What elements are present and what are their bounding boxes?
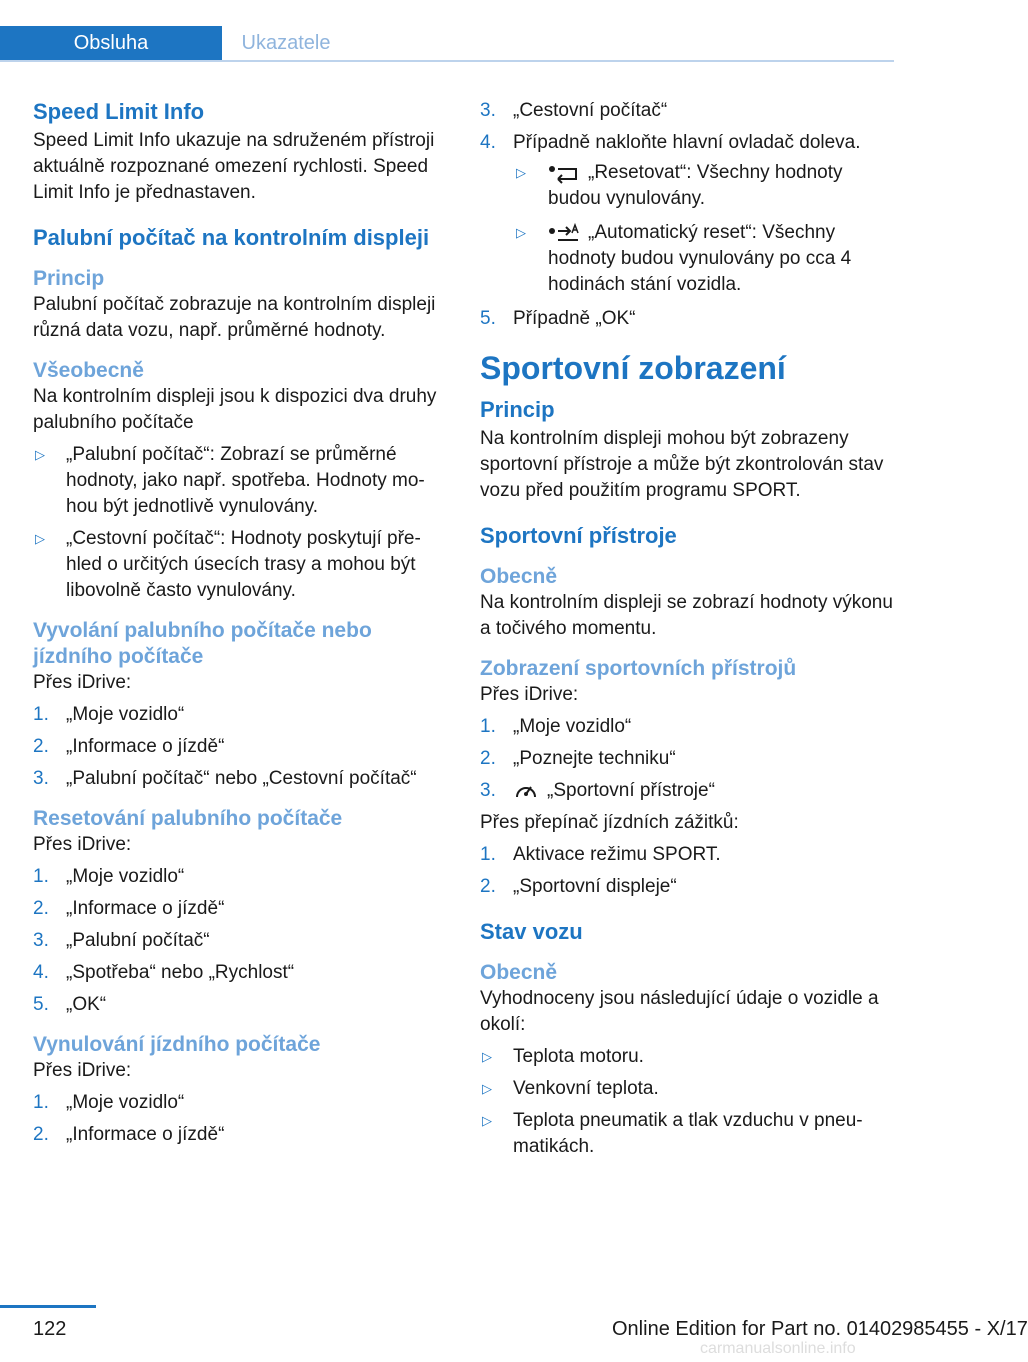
triangle-bullet-icon: ▷ bbox=[35, 531, 45, 546]
speed-limit-heading: Speed Limit Info bbox=[33, 99, 205, 124]
triangle-bullet-icon: ▷ bbox=[482, 1081, 492, 1096]
list-item: ▷ Venkovní teplota. bbox=[480, 1076, 898, 1102]
list-item: 1. „Moje vozidlo“ bbox=[33, 1092, 185, 1113]
edition-footer: Online Edition for Part no. 01402985455 - X/17 bbox=[612, 1318, 1028, 1340]
recall-steps bbox=[33, 702, 448, 792]
list-item: 3. „Palubní počítač“ nebo „Cestovní počítač“ bbox=[33, 768, 417, 789]
triangle-bullet-icon: ▷ bbox=[516, 165, 526, 180]
vehicle-status-heading: Stav vozu bbox=[480, 919, 583, 944]
watermark: carmanualsonline.info bbox=[700, 1340, 856, 1357]
triangle-bullet-icon: ▷ bbox=[482, 1113, 492, 1128]
page-number-rule bbox=[0, 1305, 96, 1308]
switch-steps bbox=[480, 842, 898, 900]
sport-display-heading: Sportovní zobrazení bbox=[480, 350, 786, 386]
sport-princip-text: Na kontrolním displeji mohou být zobrazeny sportovní přístroje a může být zkontrolován stav vozu před použitím programu SPORT. bbox=[480, 428, 884, 501]
general-bullet-list bbox=[33, 442, 448, 604]
list-item: 2. „Informace o jízdě“ bbox=[33, 898, 225, 919]
triangle-bullet-icon: ▷ bbox=[516, 225, 526, 240]
general-heading: Všeobecně bbox=[33, 359, 144, 382]
list-item: 2. „Poznejte techniku“ bbox=[480, 748, 676, 769]
list-item: 2. „Informace o jízdě“ bbox=[33, 736, 225, 757]
trip-reset-steps bbox=[33, 1090, 448, 1148]
sport-instruments-heading: Sportovní přístroje bbox=[480, 523, 677, 548]
recall-heading: Vyvolání palubního počítače nebo jízdního počítače bbox=[33, 619, 372, 668]
list-item: ▷ „Resetovat“: Všechny hodnoty budou vynulovány. bbox=[516, 162, 843, 209]
status-text: Vyhodnoceny jsou následující údaje o vozidle a okolí: bbox=[480, 988, 879, 1035]
sport-gauge-icon bbox=[513, 781, 539, 801]
princip-heading: Princip bbox=[33, 267, 105, 290]
list-item: 1. „Moje vozidlo“ bbox=[33, 866, 185, 887]
triangle-bullet-icon: ▷ bbox=[35, 447, 45, 462]
header-tabs bbox=[0, 26, 894, 62]
list-item: 2. „Sportovní displeje“ bbox=[480, 876, 677, 897]
list-item: ▷ „Palubní počítač“: Zobrazí se průměrné hodnoty, jako např. spotřeba. Hodnoty mohou být jednotlivě vynulovány. bbox=[35, 444, 425, 517]
triangle-bullet-icon: ▷ bbox=[482, 1049, 492, 1064]
reset-steps bbox=[33, 864, 448, 1018]
onboard-computer-heading: Palubní počítač na kontrolním displeji bbox=[33, 225, 430, 250]
status-general-heading: Obecně bbox=[480, 961, 558, 984]
right-column bbox=[480, 98, 898, 1166]
general-text: Na kontrolním displeji jsou k dispozici dva druhy palubního počítače bbox=[33, 386, 437, 433]
list-item: ▷ „Cestovní počítač“: Hodnoty poskytují přehled o určitých úsecích trasy a mohou být libovolně často vynulovány. bbox=[35, 528, 421, 601]
list-item: 5. „OK“ bbox=[33, 994, 107, 1015]
list-item: 3. „Sportovní přístroje“ bbox=[480, 780, 715, 801]
page-number: 122 bbox=[33, 1318, 67, 1340]
list-item: ▷ Teplota pneumatik a tlak vzduchu v pneumatikách. bbox=[482, 1110, 863, 1157]
tab-divider bbox=[0, 60, 894, 62]
list-item: 5. Případně „OK“ bbox=[480, 308, 636, 329]
trip-reset-steps-continued bbox=[480, 98, 898, 332]
sport-princip-heading: Princip bbox=[480, 397, 555, 422]
list-item: 3. „Palubní počítač“ bbox=[33, 930, 210, 951]
reset-intro: Přes iDrive: bbox=[33, 834, 132, 855]
list-item: 2. „Informace o jízdě“ bbox=[33, 1124, 225, 1145]
status-bullet-list bbox=[480, 1044, 898, 1160]
list-item: 1. „Moje vozidlo“ bbox=[480, 716, 632, 737]
reset-options-list bbox=[480, 160, 898, 298]
princip-text: Palubní počítač zobrazuje na kontrolním displeji různá data vozu, např. průměrné hodnoty. bbox=[33, 294, 436, 341]
display-steps bbox=[480, 714, 898, 804]
display-intro: Přes iDrive: bbox=[480, 684, 579, 705]
list-item: 3. „Cestovní počítač“ bbox=[480, 100, 668, 121]
left-column bbox=[33, 98, 448, 1154]
list-item: 4. Případně nakloňte hlavní ovladač doleva. ▷ „Resetovat“: Všechny hodnoty budou vynulovány. ▷ „Automatický reset“: Všechny hodnoty budou vynulovány po cca 4 hodinách stání vozidla. bbox=[480, 130, 898, 298]
display-instruments-heading: Zobrazení sportovních přístrojů bbox=[480, 657, 797, 680]
reset-icon bbox=[548, 163, 580, 183]
trip-reset-heading: Vynulování jízdního počítače bbox=[33, 1033, 321, 1056]
list-item: 4. „Spotřeba“ nebo „Rychlost“ bbox=[33, 962, 295, 983]
instruments-general-heading: Obecně bbox=[480, 565, 558, 588]
reset-heading: Resetování palubního počítače bbox=[33, 807, 343, 830]
speed-limit-text: Speed Limit Info ukazuje na sdruženém přístroji aktuálně rozpoznané omezení rychlosti. Speed Limit Info je přednastaven. bbox=[33, 130, 435, 203]
list-item: ▷ Teplota motoru. bbox=[480, 1044, 898, 1070]
instruments-general-text: Na kontrolním displeji se zobrazí hodnoty výkonu a točivého momentu. bbox=[480, 592, 893, 639]
auto-reset-icon bbox=[548, 223, 580, 243]
tab-ukazatele[interactable]: Ukazatele bbox=[241, 32, 331, 54]
recall-intro: Přes iDrive: bbox=[33, 672, 132, 693]
trip-reset-intro: Přes iDrive: bbox=[33, 1060, 132, 1081]
tab-obsluha[interactable]: Obsluha bbox=[0, 26, 222, 60]
switch-intro: Přes přepínač jízdních zážitků: bbox=[480, 812, 739, 833]
list-item: 1. Aktivace režimu SPORT. bbox=[480, 844, 721, 865]
list-item: 1. „Moje vozidlo“ bbox=[33, 704, 185, 725]
list-item: ▷ „Automatický reset“: Všechny hodnoty budou vynulovány po cca 4 hodinách stání vozidla. bbox=[516, 222, 852, 295]
